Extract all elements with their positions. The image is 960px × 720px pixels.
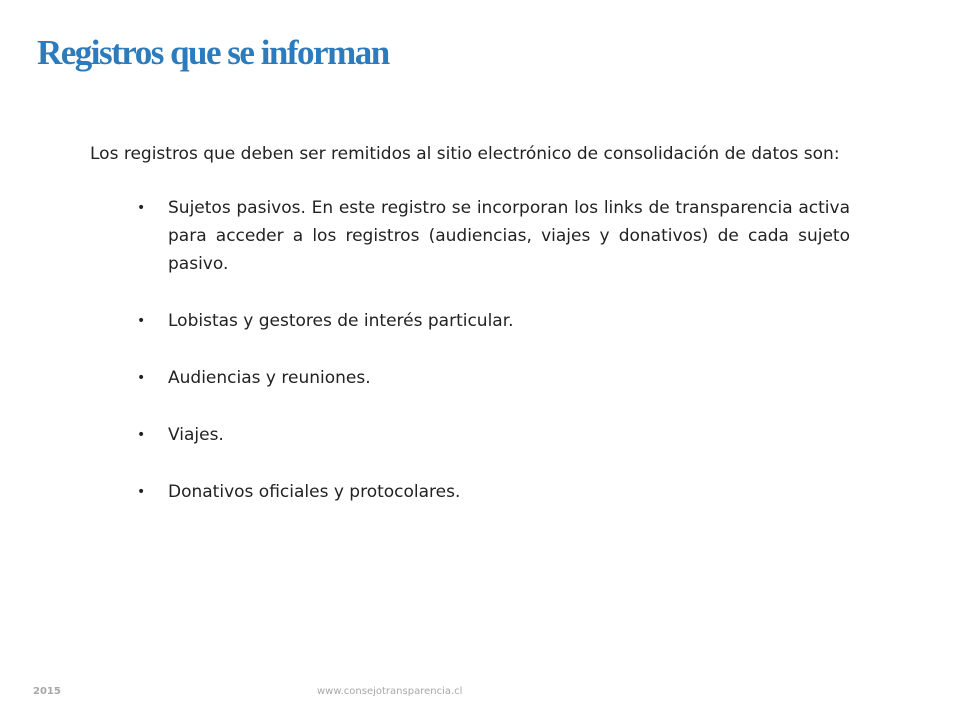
list-item (90, 421, 850, 449)
list-item (90, 194, 850, 278)
slide-title: Registros que se informan (37, 33, 389, 72)
bullet-text: Viajes. (168, 425, 224, 445)
bullet-text: Lobistas y gestores de interés particular. (168, 311, 514, 331)
footer-year: 2015 (33, 686, 61, 697)
list-item (90, 307, 850, 335)
bullet-text: Sujetos pasivos. En este registro se incorporan los links de transparencia activa para acceder a los registros (audiencias, viajes y donativos) de cada sujeto pasivo. (168, 198, 850, 274)
list-item (90, 364, 850, 392)
bullet-icon: • (137, 370, 146, 386)
bullet-icon: • (137, 313, 146, 329)
footer-url[interactable]: www.consejotransparencia.cl (317, 686, 463, 697)
bullet-list (90, 194, 850, 506)
bullet-icon: • (137, 484, 146, 500)
bullet-icon: • (137, 200, 146, 216)
intro-paragraph: Los registros que deben ser remitidos al sitio electrónico de consolidación de datos son: (90, 144, 840, 164)
list-item (90, 478, 850, 506)
bullet-text: Audiencias y reuniones. (168, 368, 371, 388)
bullet-icon: • (137, 427, 146, 443)
slide-body (90, 140, 850, 506)
bullet-text: Donativos oficiales y protocolares. (168, 482, 461, 502)
